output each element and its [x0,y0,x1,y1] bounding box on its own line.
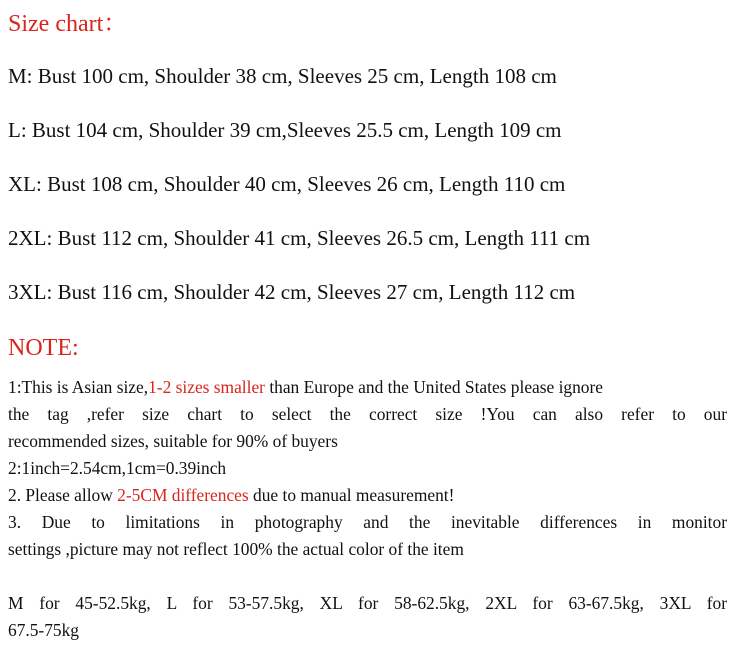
note-item-1-line-1 [8,374,727,401]
size-row-2xl: 2XL: Bust 112 cm, Shoulder 41 cm, Sleeves 26.5 cm, Length 111 cm [8,226,591,250]
note-title: NOTE: [8,335,79,361]
size-row-xl: XL: Bust 108 cm, Shoulder 40 cm, Sleeves 26 cm, Length 110 cm [8,172,566,196]
note-item-1-prefix: 1:This is Asian size, [8,377,149,397]
note-item-3-highlight: 2-5CM differences [117,485,249,505]
recommend-line-1: M for 45-52.5kg, L for 53-57.5kg, XL for 58-62.5kg, 2XL for 63-67.5kg, 3XL for [8,593,727,613]
size-row-l: L: Bust 104 cm, Shoulder 39 cm,Sleeves 25.5 cm, Length 109 cm [8,118,562,142]
notes-block [8,374,727,644]
note-item-3-suffix: due to manual measurement! [248,485,455,505]
note-item-1-line-2: the tag ,refer size chart to select the correct size !You can also refer to our [8,404,727,424]
note-item-4-line-2: settings ,picture may not reflect 100% the actual color of the item [8,539,464,559]
size-row-m: M: Bust 100 cm, Shoulder 38 cm, Sleeves 25 cm, Length 108 cm [8,64,557,88]
note-item-3 [8,482,727,509]
size-row-3xl: 3XL: Bust 116 cm, Shoulder 42 cm, Sleeves 27 cm, Length 112 cm [8,280,576,304]
spacer [8,563,727,590]
note-item-1-line-3: recommended sizes, suitable for 90% of buyers [8,431,338,451]
note-item-1-rest: than Europe and the United States please ignore [264,377,604,397]
size-chart-list [8,64,727,334]
note-item-2: 2:1inch=2.54cm,1cm=0.39inch [8,458,227,478]
note-item-1-highlight: 1-2 sizes smaller [148,377,265,397]
note-item-3-prefix: 2. Please allow [8,485,118,505]
recommend-line-2: 67.5-75kg [8,620,80,640]
size-chart-title: Size chart： [8,11,128,37]
note-item-4-line-1: 3. Due to limitations in photography and the inevitable differences in monitor [8,512,727,532]
